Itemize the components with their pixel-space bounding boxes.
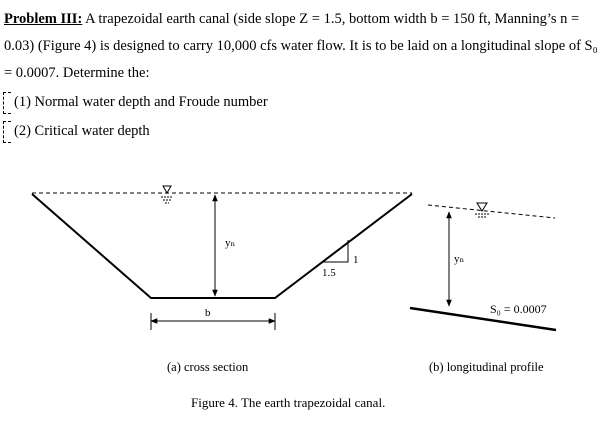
question-item-1: (1) Normal water depth and Froude number: [14, 94, 268, 110]
problem-text: A trapezoidal earth canal (side slope Z = 1.5, bottom width b = 150 ft, Manning’s n = 0.03) (Figure 4) is designed to carry 10,000 cfs water flow. It is to be laid on a longitudinal slope of S₀ = 0.0007. Determine the:: [4, 11, 598, 81]
label-yn-left: yₙ: [225, 237, 236, 249]
label-slope-run: 1.5: [322, 267, 336, 279]
problem-title: Problem III:: [4, 11, 83, 27]
profile-water-line: [428, 205, 555, 218]
caption-longitudinal-profile: (b) longitudinal profile: [429, 360, 544, 374]
label-b: b: [205, 307, 211, 319]
label-slope-rise: 1: [353, 254, 359, 266]
caption-cross-section: (a) cross section: [167, 360, 249, 374]
canal-cross-section: [32, 194, 412, 298]
label-yn-right: yₙ: [454, 253, 465, 265]
question-item-2: (2) Critical water depth: [14, 123, 150, 139]
figure-caption: Figure 4. The earth trapezoidal canal.: [191, 395, 386, 410]
label-bed-slope: S₀ = 0.0007: [490, 302, 547, 316]
water-surface-symbol-left: [163, 186, 171, 193]
